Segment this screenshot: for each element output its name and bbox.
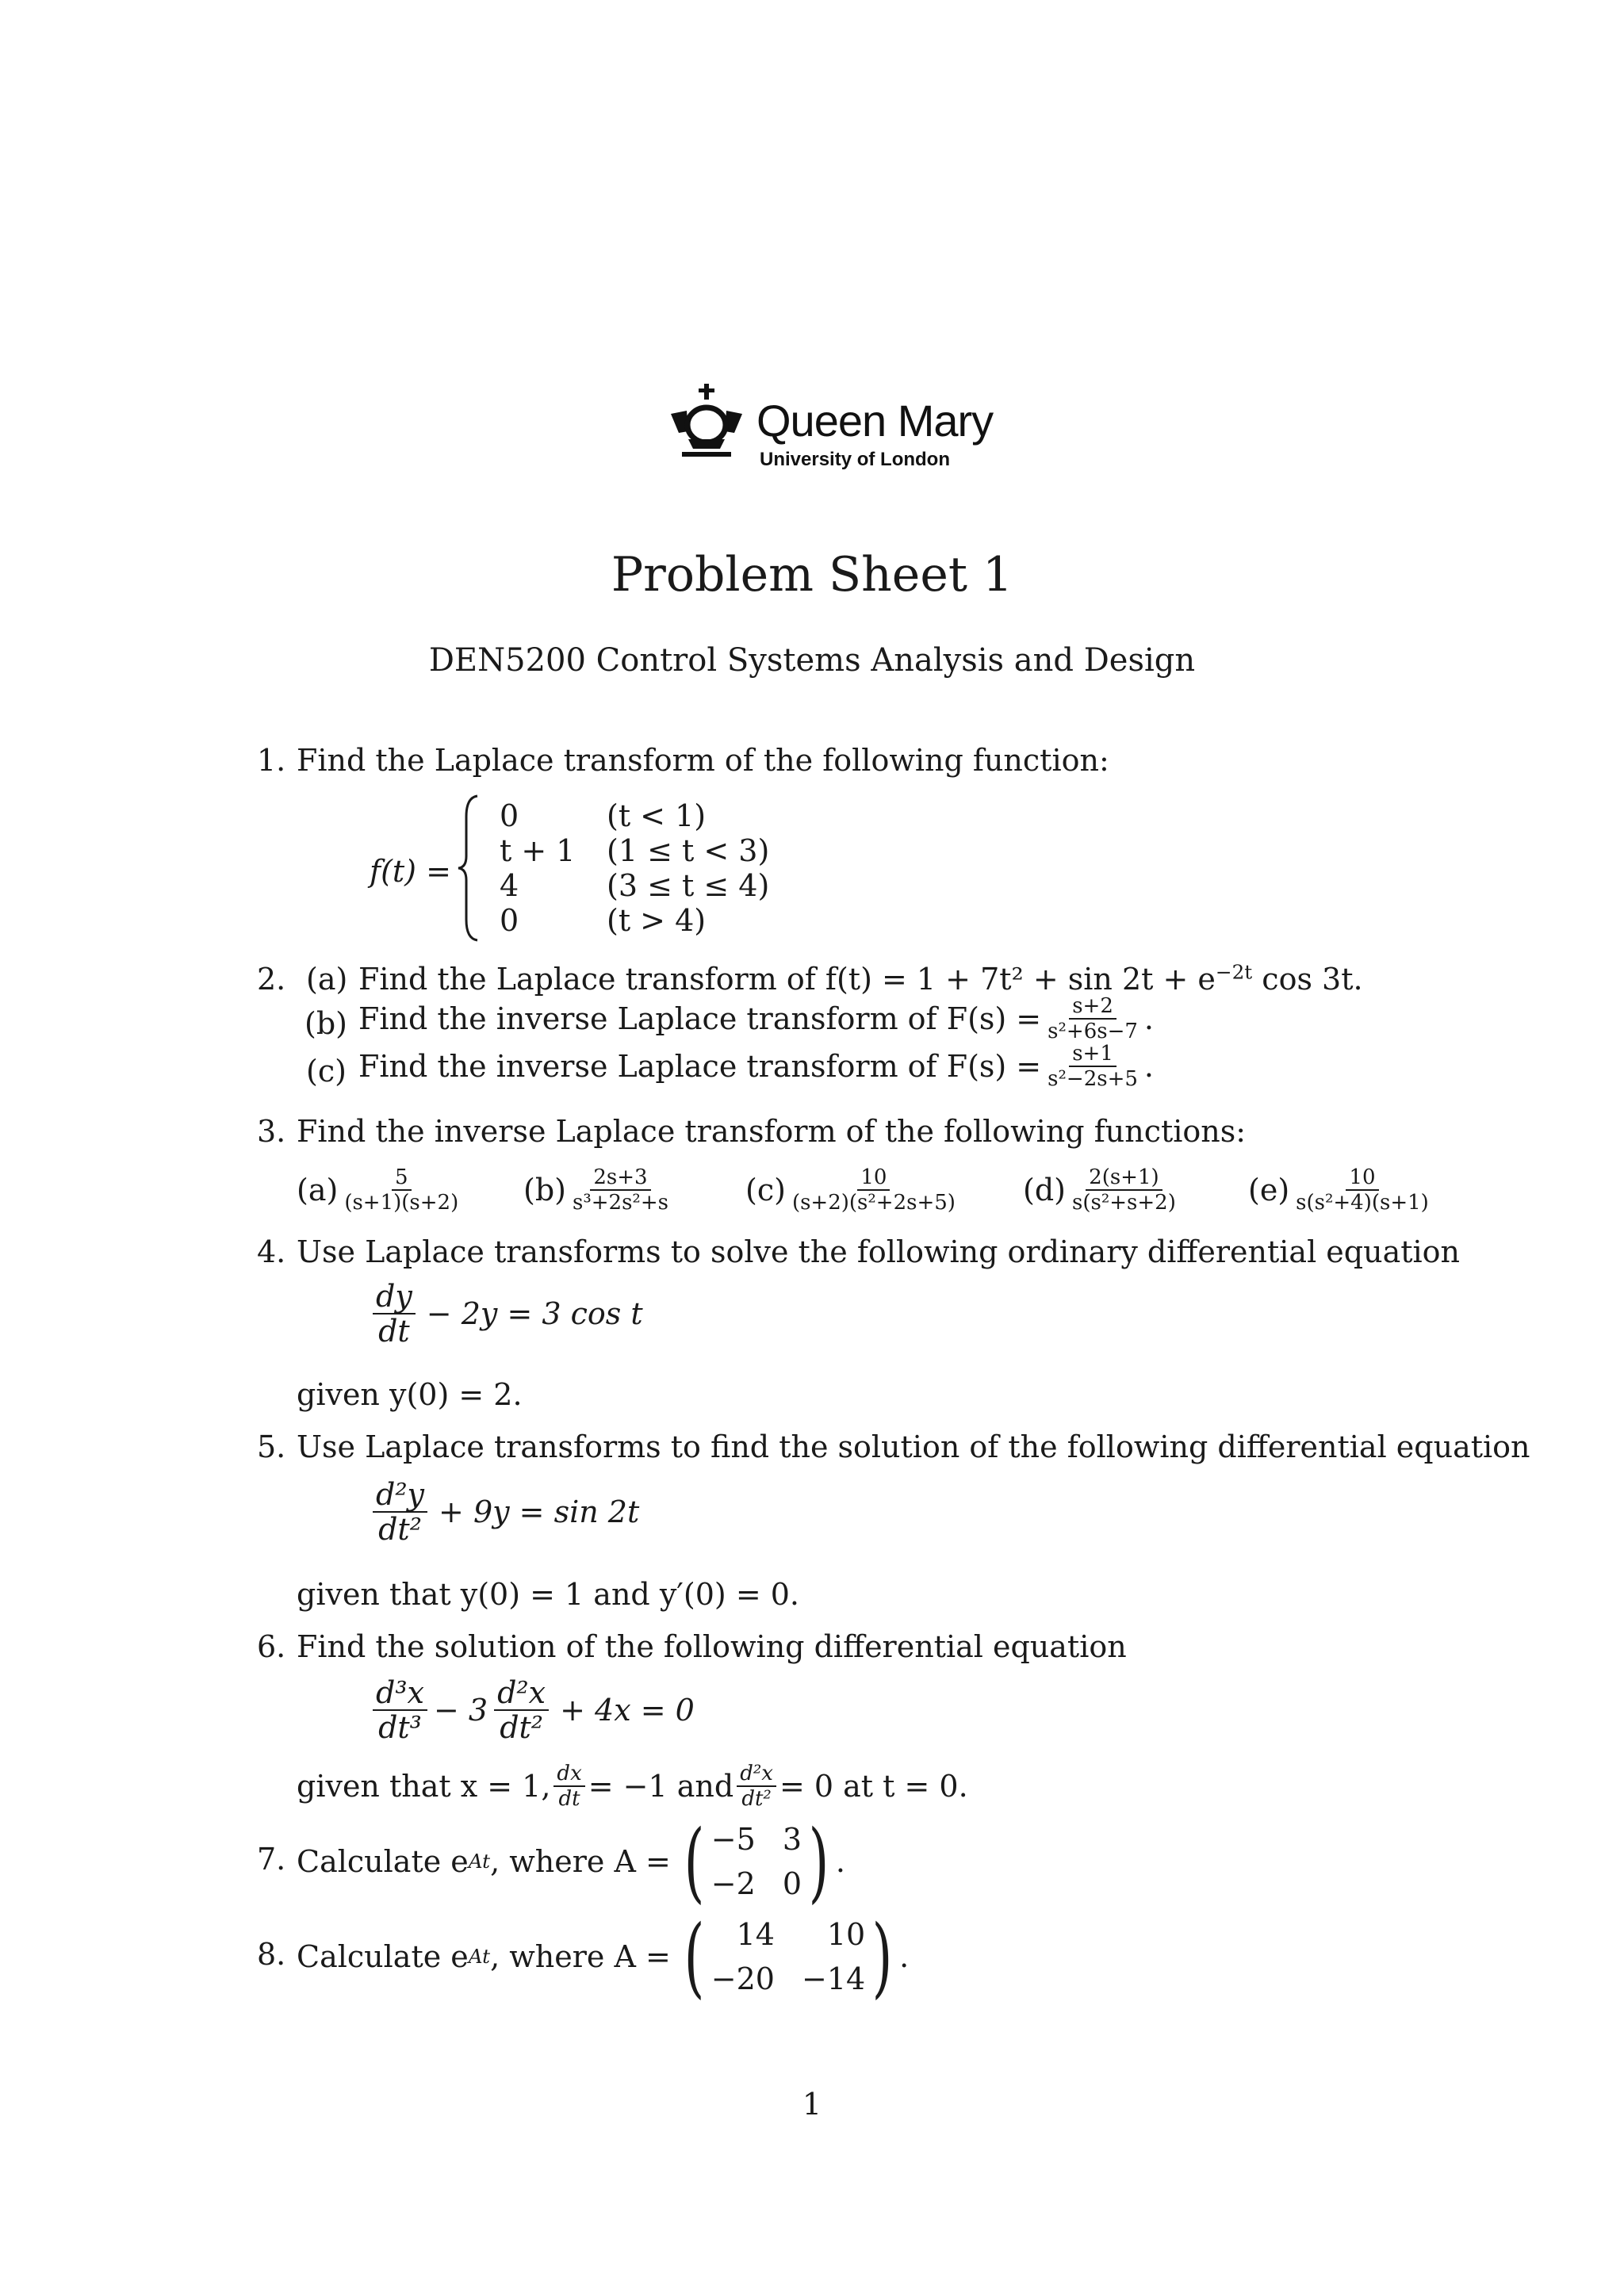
problem-8-number: 8. [257, 1937, 286, 1972]
logo-name: Queen Mary [756, 396, 994, 446]
page-title: Problem Sheet 1 [611, 547, 1013, 603]
problem-3-item-b: (b) $\frac{2s+3}{\text{s³+2s²+s}}$ [523, 1165, 668, 1215]
problem-3-item-e: (e) $\frac{10}{\text{s(s²+4)(s+1)}}$ [1248, 1165, 1429, 1215]
university-crest-icon [665, 384, 752, 463]
case-value-4: 0 [500, 903, 519, 938]
problem-4-equation: $\frac{dy}{dt}$ − 2y = 3 cos t [370, 1281, 643, 1346]
problem-1-text: Find the Laplace transform of the following function: [297, 743, 1109, 778]
problem-5-number: 5. [257, 1429, 286, 1464]
problem-4-given: given y(0) = 2. [297, 1377, 523, 1412]
problem-4-text: Use Laplace transforms to solve the following ordinary differential equation [297, 1234, 1461, 1269]
case-condition-2: (1 ≤ t < 3) [607, 833, 770, 868]
left-brace-icon [457, 793, 481, 943]
problem-7-number: 7. [257, 1842, 286, 1877]
problem-6-text: Find the solution of the following differential equation [297, 1629, 1127, 1664]
problem-5-text: Use Laplace transforms to find the solution of the following differential equation [297, 1429, 1530, 1464]
problem-3-item-d: (d) $\frac{2(s+1)}{\text{s(s²+s+2)}}$ [1023, 1165, 1176, 1215]
problem-2a-label: (a) [306, 962, 348, 997]
problem-2c-fraction: $\frac{s+1}{\text{s²−2s+5}}$ [1048, 1042, 1138, 1091]
piecewise-lhs: f(t) = [370, 854, 451, 889]
problem-7-line: Calculate e At , where A = ( −5 3 −2 0 ) . [297, 1811, 846, 1912]
problem-2-number: 2. [257, 962, 286, 997]
problem-6-given: given that x = 1, $\frac{dx}{dt}$ = −1 and $\frac{\text{d²x}}{\text{dt²}}$ = 0 at t = 0. [297, 1762, 968, 1811]
problem-5-given: given that y(0) = 1 and y′(0) = 0. [297, 1577, 799, 1612]
problem-6-equation: $\frac{\text{d³x}}{\text{dt³}}$ − 3 $\frac{\text{d²x}}{\text{dt²}}$ + 4x = 0 [370, 1678, 695, 1743]
problem-3-item-c: (c) $\frac{10}{\text{(s+2)(s²+2s+5)}}$ [745, 1165, 956, 1215]
problem-2b-label: (b) [304, 1006, 347, 1041]
problem-4-number: 4. [257, 1234, 286, 1269]
problem-3-item-a: (a) $\frac{5}{(s+1)(s+2)}$ [297, 1165, 459, 1215]
case-condition-4: (t > 4) [607, 903, 707, 938]
problem-2a-line: Find the Laplace transform of $f(t) = 1 + 7t^2 + \sin 2t + e^{-2t}$ cos 3t. [358, 960, 1363, 997]
problem-6-number: 6. [257, 1629, 286, 1664]
problem-2b-fraction: $\frac{s+2}{\text{s²+6s−7}}$ [1048, 994, 1138, 1043]
case-value-1: 0 [500, 798, 519, 833]
problem-3-number: 3. [257, 1114, 286, 1149]
problem-8-line: Calculate e At , where A = ( 14 10 −20 −14 ) . [297, 1906, 910, 2007]
problem-1-number: 1. [257, 743, 286, 778]
case-condition-1: (t < 1) [607, 798, 707, 833]
problem-2c-label: (c) [306, 1054, 347, 1089]
problem-2b-line: Find the inverse Laplace transform of F(s) = $\frac{s+2}{\text{s²+6s−7}}$ . [358, 994, 1155, 1043]
matrix-a-7: ( −5 3 −2 0 ) [684, 1811, 829, 1912]
problem-5-equation: $\frac{\text{d²y}}{\text{dt²}}$ + 9y = sin 2t [370, 1479, 639, 1544]
case-condition-3: (3 ≤ t ≤ 4) [607, 868, 770, 903]
matrix-a-8: ( 14 10 −20 −14 ) [684, 1906, 893, 2007]
problem-3-text: Find the inverse Laplace transform of the following functions: [297, 1114, 1247, 1149]
case-value-3: 4 [500, 868, 519, 903]
page-number: 1 [802, 2087, 822, 2122]
logo-subtitle: University of London [760, 449, 950, 470]
problem-2c-line: Find the inverse Laplace transform of F(s) = $\frac{s+1}{\text{s²−2s+5}}$ . [358, 1042, 1155, 1091]
course-title: DEN5200 Control Systems Analysis and Design [428, 642, 1196, 679]
case-value-2: t + 1 [500, 833, 576, 868]
